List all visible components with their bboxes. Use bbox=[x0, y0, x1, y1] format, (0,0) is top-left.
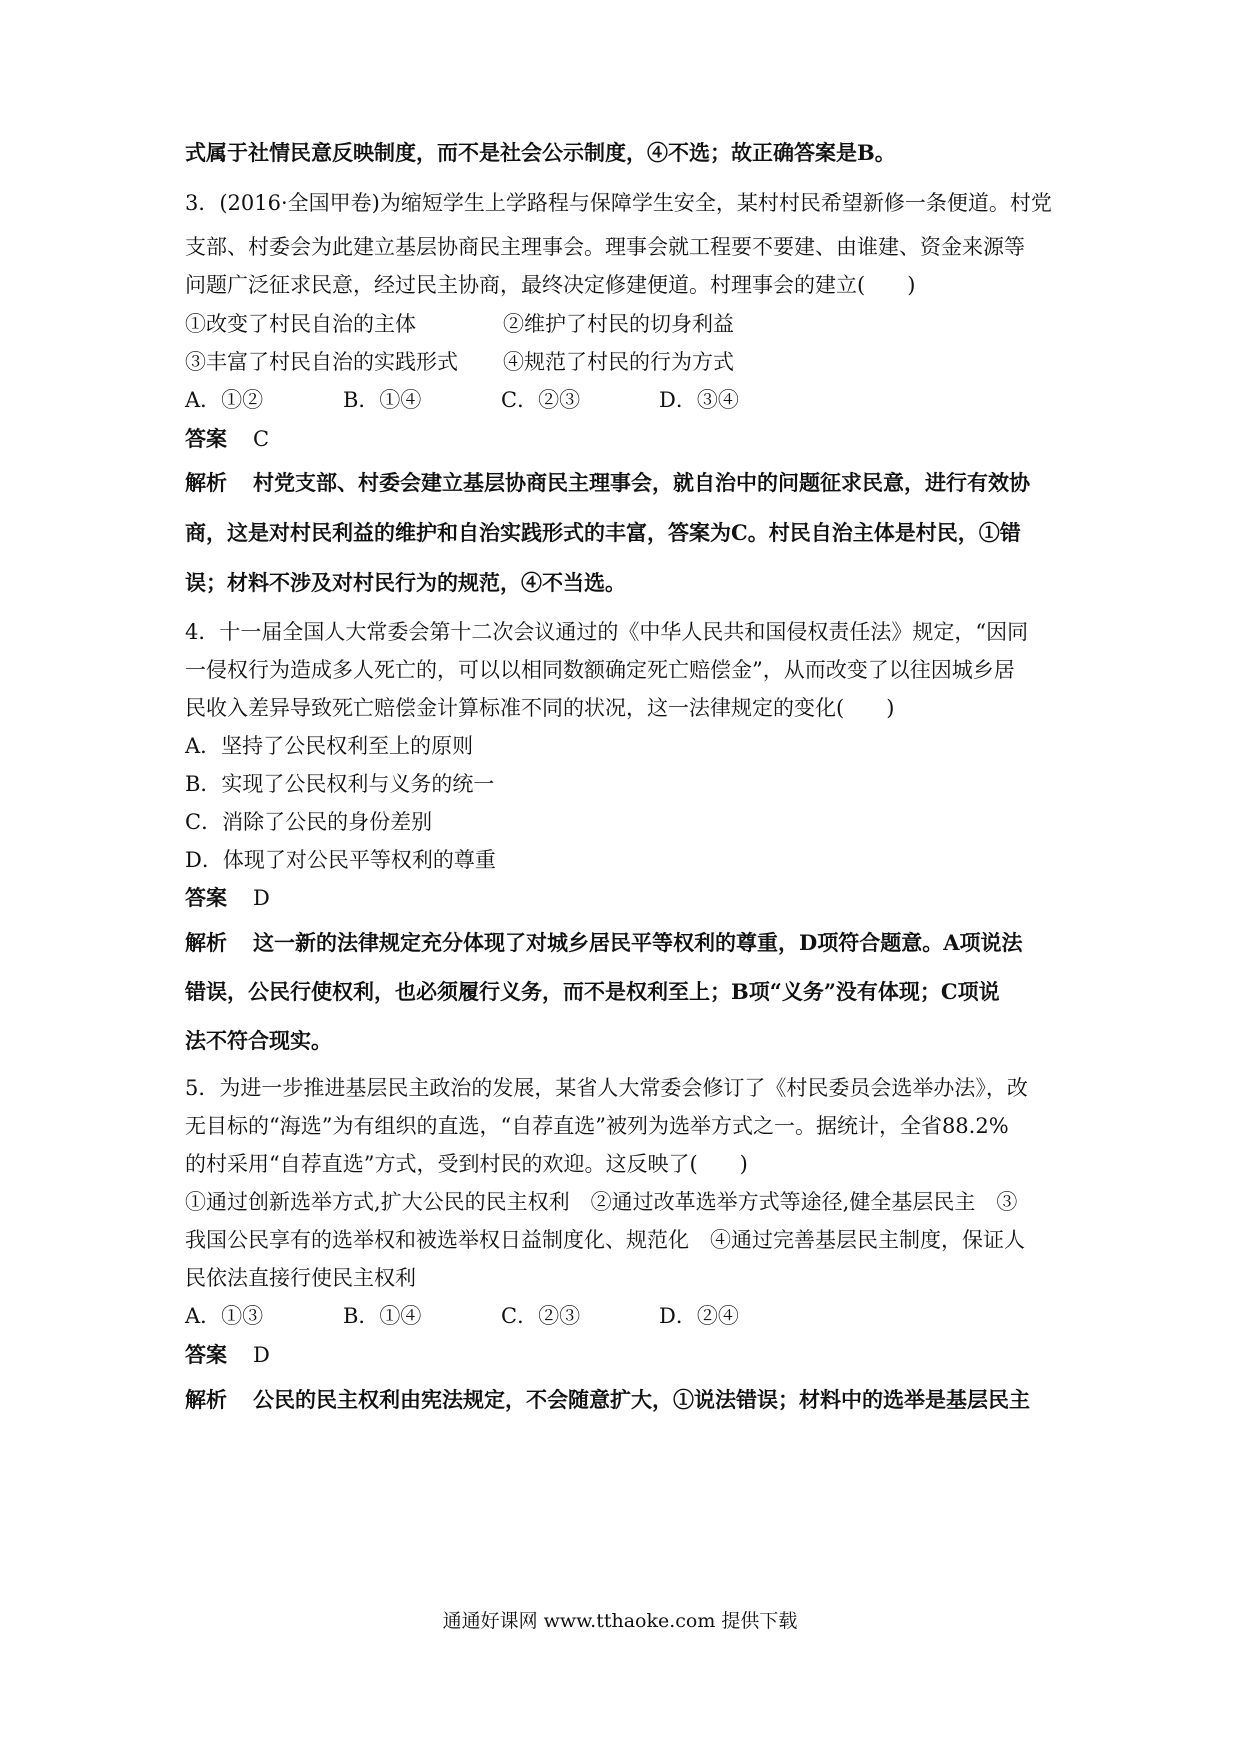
q3-statement-2: ②维护了村民的切身利益 bbox=[503, 312, 734, 336]
q3-option-d: D．③④ bbox=[659, 388, 739, 412]
q3-stem-line-3: 问题广泛征求民意，经过民主协商，最终决定修建便道。村理事会的建立( ) bbox=[185, 273, 916, 297]
q4-stem-line-2: 一侵权行为造成多人死亡的，可以以相同数额确定死亡赔偿金”，从而改变了以往因城乡居 bbox=[185, 658, 1015, 682]
q5-stem-line-1: 5．为进一步推进基层民主政治的发展，某省人大常委会修订了《村民委员会选举办法》，改 bbox=[185, 1076, 1028, 1100]
q3-statements-row-1 bbox=[185, 309, 1065, 339]
q5-statements-line-2: 我国公民享有的选举权和被选举权日益制度化、规范化 ④通过完善基层民主制度，保证人 bbox=[185, 1228, 1025, 1252]
q5-analysis-text-1: 公民的民主权利由宪法规定，不会随意扩大，①说法错误；材料中的选举是基层民主 bbox=[253, 1387, 1030, 1412]
analysis-label: 解析 bbox=[185, 930, 227, 955]
q3-statement-4: ④规范了村民的行为方式 bbox=[503, 350, 734, 374]
q4-option-a: A．坚持了公民权利至上的原则 bbox=[185, 734, 474, 758]
answer-label: 答案 bbox=[185, 1342, 227, 1367]
q5-options bbox=[185, 1301, 1065, 1331]
q3-analysis-line-2: 商，这是对村民利益的维护和自治实践形式的丰富，答案为C。村民自治主体是村民，①错 bbox=[185, 520, 1021, 545]
q3-stem-line-2: 支部、村委会为此建立基层协商民主理事会。理事会就工程要不要建、由谁建、资金来源等 bbox=[185, 235, 1025, 259]
q5-option-a: A．①③ bbox=[185, 1304, 264, 1328]
q5-stem-line-3: 的村采用“自荐直选”方式，受到村民的欢迎。这反映了( ) bbox=[185, 1152, 748, 1176]
q4-option-b: B．实现了公民权利与义务的统一 bbox=[185, 772, 495, 796]
q3-options bbox=[185, 385, 1065, 415]
analysis-label: 解析 bbox=[185, 1387, 227, 1412]
q5-option-d: D．②④ bbox=[659, 1304, 739, 1328]
q4-analysis-line-2: 错误，公民行使权利，也必须履行义务，而不是权利至上；B项“义务”没有体现；C项说 bbox=[185, 979, 1000, 1004]
q3-analysis-text-1: 村党支部、村委会建立基层协商民主理事会，就自治中的问题征求民意，进行有效协 bbox=[253, 470, 1030, 495]
q5-answer bbox=[185, 1340, 270, 1370]
q4-answer bbox=[185, 883, 270, 913]
q4-answer-value: D bbox=[253, 886, 270, 910]
q4-option-c: C．消除了公民的身份差别 bbox=[185, 810, 433, 834]
q3-statement-3: ③丰富了村民自治的实践形式 bbox=[185, 350, 458, 374]
q3-option-a: A．①② bbox=[185, 388, 264, 412]
q4-analysis-line-3: 法不符合现实。 bbox=[185, 1028, 332, 1053]
q4-option-d: D．体现了对公民平等权利的尊重 bbox=[185, 848, 496, 872]
q4-analysis-text-1: 这一新的法律规定充分体现了对城乡居民平等权利的尊重，D项符合题意。A项说法 bbox=[253, 930, 1023, 955]
q5-stem-line-2: 无目标的“海选”为有组织的直选，“自荐直选”被列为选举方式之一。据统计，全省88.2% bbox=[185, 1114, 1009, 1138]
q5-statements-line-1: ①通过创新选举方式,扩大公民的民主权利 ②通过改革选举方式等途径,健全基层民主 ③ bbox=[185, 1190, 1018, 1214]
q4-stem-line-3: 民收入差异导致死亡赔偿金计算标准不同的状况，这一法律规定的变化( ) bbox=[185, 696, 895, 720]
q5-option-c: C．②③ bbox=[501, 1304, 581, 1328]
analysis-label: 解析 bbox=[185, 470, 227, 495]
q3-statements-row-2 bbox=[185, 347, 1065, 377]
q3-stem-line-1: 3．(2016·全国甲卷)为缩短学生上学路程与保障学生安全，某村村民希望新修一条便道。村党 bbox=[185, 191, 1052, 215]
q3-analysis-line-3: 误；材料不涉及对村民行为的规范，④不当选。 bbox=[185, 570, 626, 595]
q3-statement-1: ①改变了村民自治的主体 bbox=[185, 312, 416, 336]
q3-answer bbox=[185, 424, 269, 454]
q5-answer-value: D bbox=[253, 1343, 270, 1367]
answer-label: 答案 bbox=[185, 426, 227, 451]
q5-statements-line-3: 民依法直接行使民主权利 bbox=[185, 1266, 416, 1290]
answer-label: 答案 bbox=[185, 885, 227, 910]
q3-option-c: C．②③ bbox=[501, 388, 581, 412]
q4-stem-line-1: 4．十一届全国人大常委会第十二次会议通过的《中华人民共和国侵权责任法》规定，“因同 bbox=[185, 620, 1029, 644]
page-footer: 通通好课网 www.tthaoke.com 提供下载 bbox=[442, 1610, 798, 1632]
q3-answer-value: C bbox=[253, 427, 270, 451]
q5-option-b: B．①④ bbox=[343, 1304, 422, 1328]
q5-analysis-line-1 bbox=[185, 1385, 1030, 1415]
q3-analysis-line-1 bbox=[185, 468, 1030, 498]
q4-analysis-line-1 bbox=[185, 928, 1023, 958]
carry-over-text: 式属于社情民意反映制度，而不是社会公示制度，④不选；故正确答案是B。 bbox=[185, 140, 896, 165]
q3-option-b: B．①④ bbox=[343, 388, 422, 412]
